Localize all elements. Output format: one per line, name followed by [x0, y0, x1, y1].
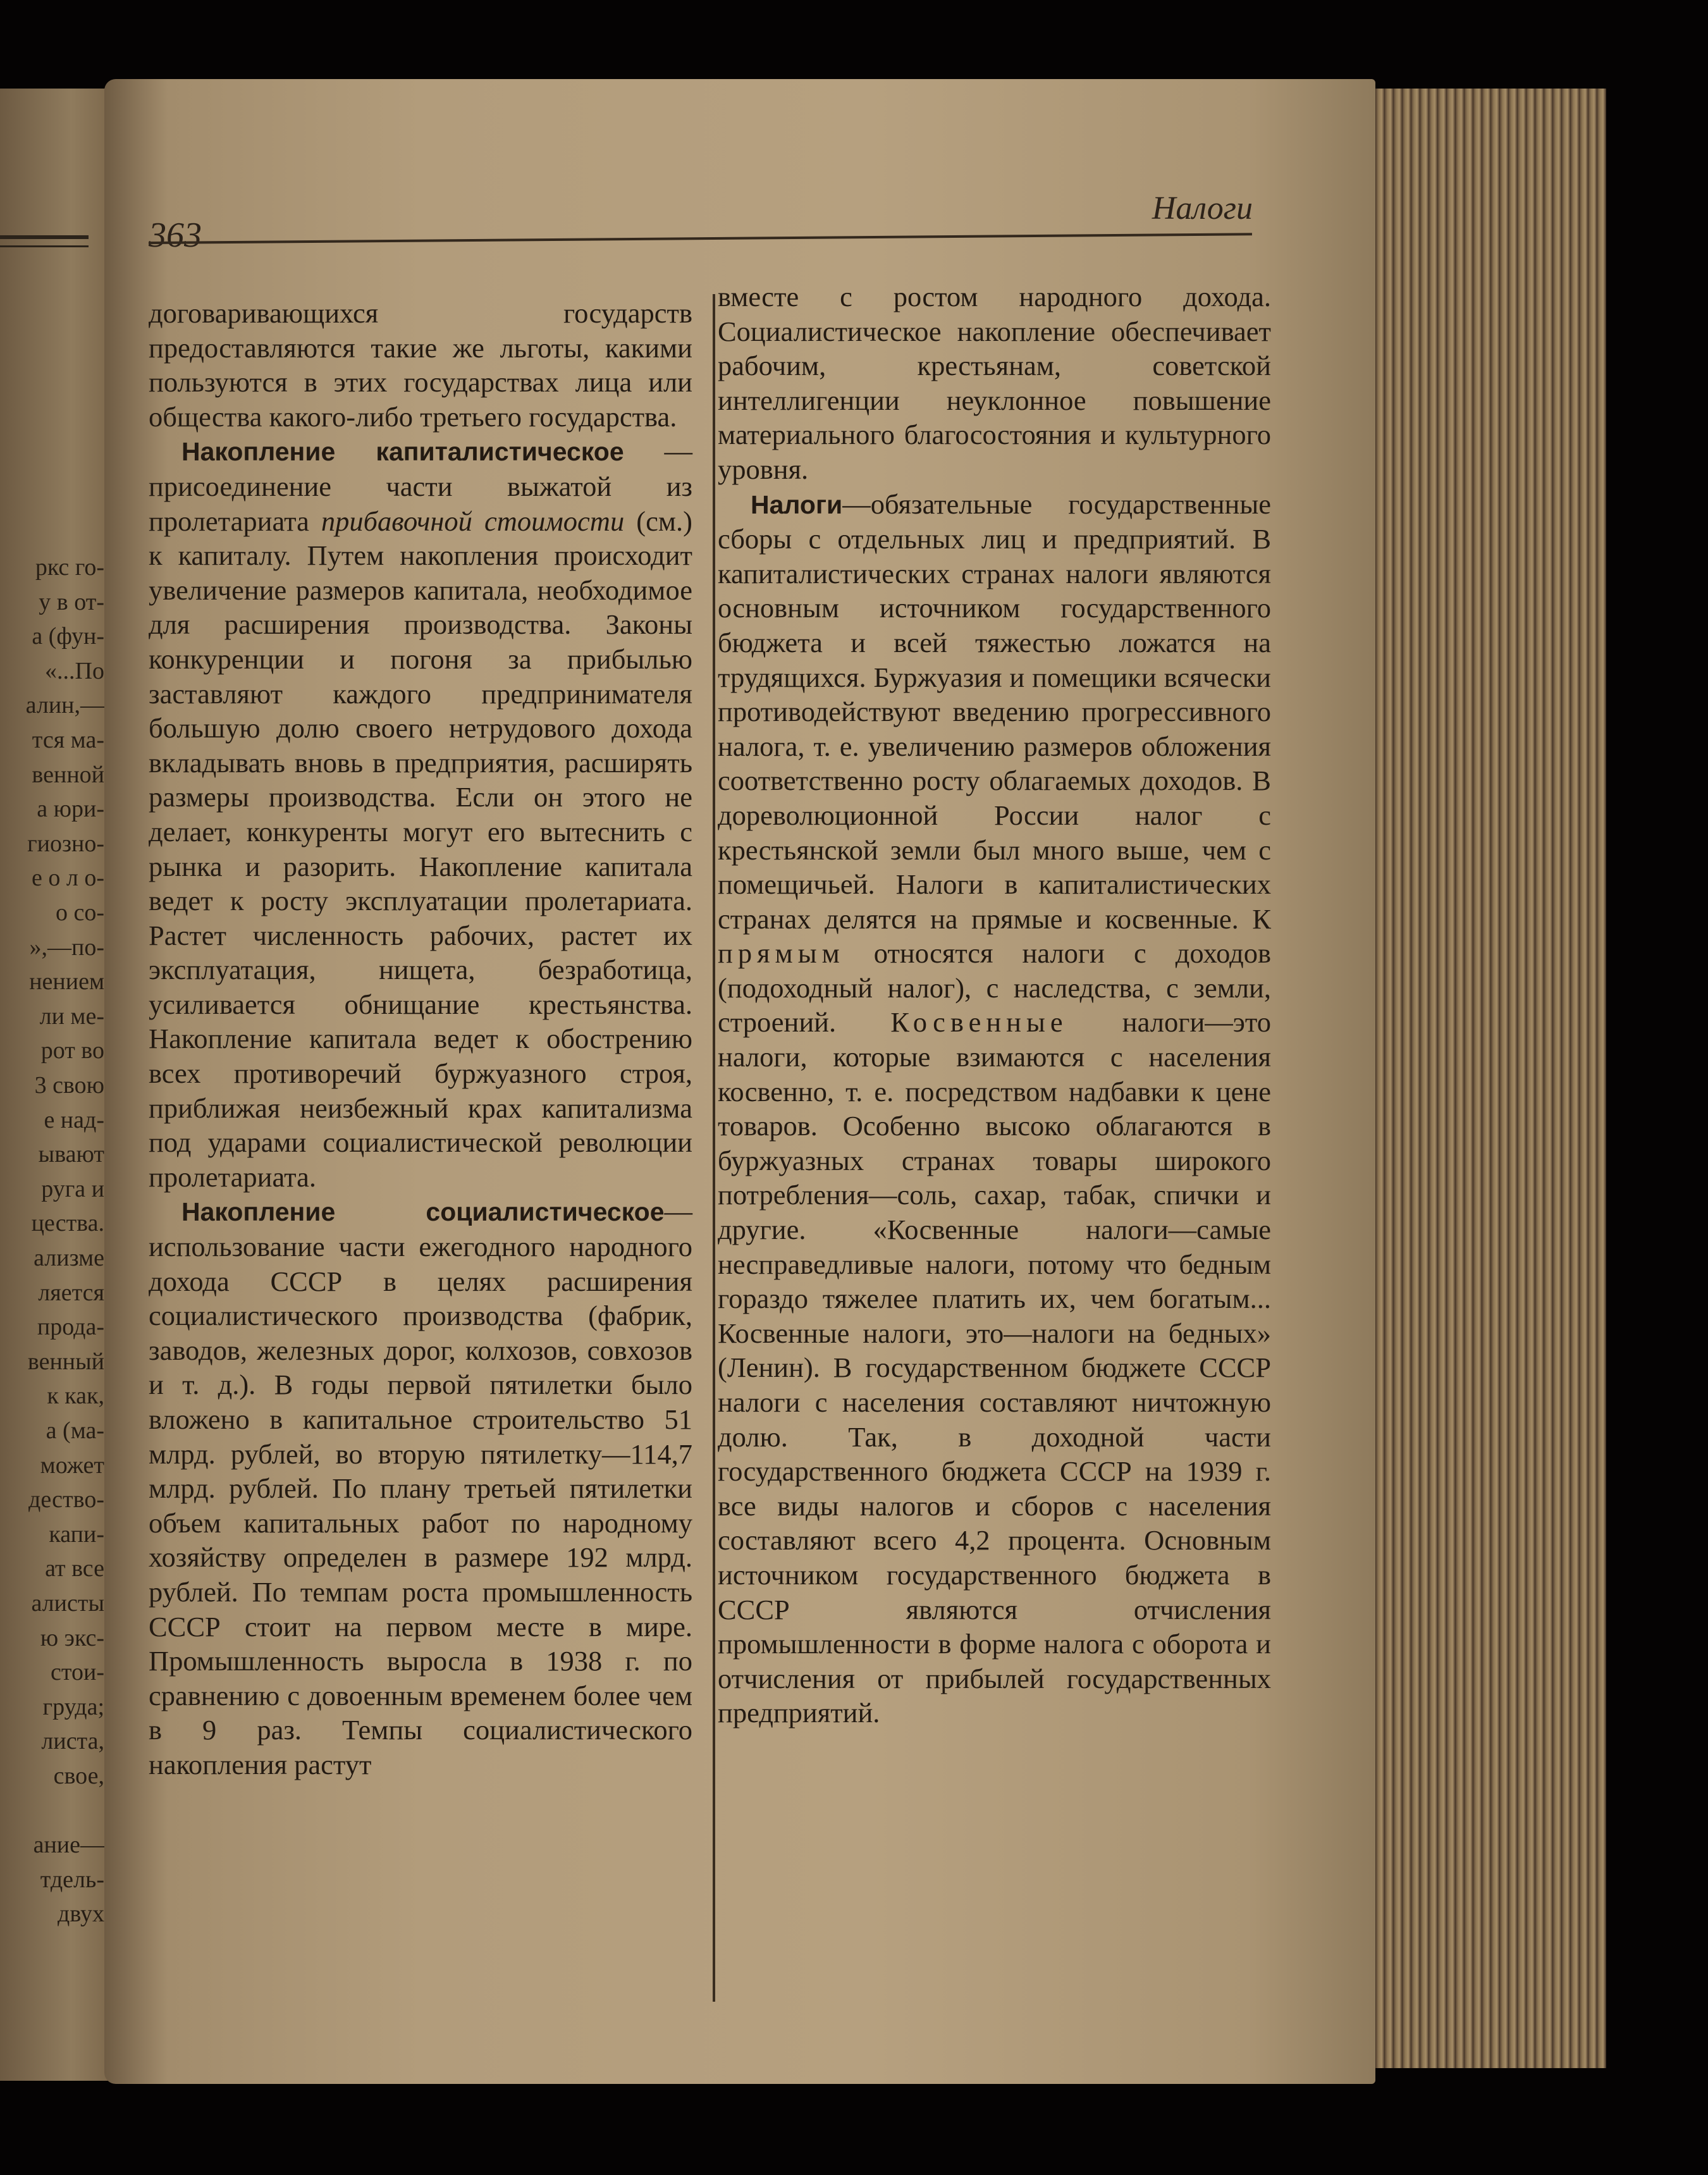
left-page-fragment: е о л о- — [32, 865, 104, 892]
left-page-fragment: двух — [58, 1901, 104, 1928]
spaced-term: прямым — [718, 937, 845, 970]
left-page-fragment: стои- — [51, 1659, 104, 1686]
left-page-fragment: к как, — [47, 1383, 104, 1410]
left-page-fragment: ляется — [38, 1279, 104, 1306]
entry-text: налоги—это налоги, которые взимаются с населения косвенно, т. е. посредством надбавки к цене товаров. Особенно высоко облагаются в буржуазных странах товары широкого потребления—соль, сахар, табак, спички и другие. «Косвенные налоги—самые несправедливые налоги, потому что бедным гораздо тяжелее платить их, чем богатым... Косвенные налоги, это—налоги на бедных» (Ленин). В государственном бюджете СССР налоги с населения составляют ничтожную долю. Так, в доходной части государственного бюджета СССР на 1939 г. все виды налогов и сборов с населения составляют всего 4,2 процента. Основным источником государственного бюджета в СССР являются отчисления промышленности в форме налога с оборота и отчисления от прибылей государственных предприятий. — [718, 1006, 1271, 1729]
left-page-fragment: ание— — [33, 1832, 104, 1859]
left-page-fragment: гиозно- — [27, 830, 104, 857]
left-page-fragment: о со- — [55, 899, 104, 926]
left-page-fragment: дество- — [28, 1486, 104, 1513]
left-page-fragment: 3 свою — [34, 1072, 104, 1099]
left-page-fragment: «...По — [45, 657, 104, 684]
left-page-fragment: »,—по- — [29, 933, 104, 961]
left-page-fragment: капи- — [49, 1520, 104, 1548]
left-page-fragment: руга и — [41, 1175, 104, 1202]
left-page-fragment: цества. — [31, 1210, 104, 1237]
left-page-fragment: алисты — [31, 1590, 104, 1617]
left-page-fragment: ли ме- — [39, 1002, 104, 1030]
left-page-fragment: тся ма- — [32, 727, 104, 753]
left-page-fragment: а (фун- — [32, 623, 104, 650]
left-page-fragment: алин,— — [25, 692, 104, 719]
entry-text: —использование части ежегодного народного дохода СССР в целях расширения социалистического производства (фабрик, заводов, железных дорог, колхозов, совхозов и т. д.). В годы первой пятилетки было вложено в капитальное строительство 51 млрд. рублей, во вторую пятилетку—114,7 млрд. рублей. По плану третьей пятилетки объем капитальных работ по народному хозяйству определен в размере 192 млрд. рублей. По темпам роста промышленность СССР стоит на первом месте в мире. Промышленность выросла в 1938 г. по сравнению с довоенным временем более чем в 9 раз. Темпы социалистического накопления растут — [149, 1195, 692, 1780]
cross-reference: прибавочной стоимости — [321, 505, 625, 537]
entry-socialist-accumulation — [149, 1194, 692, 1782]
left-page-fragment: венной — [32, 761, 104, 788]
left-page-fragment: ю экс- — [40, 1624, 104, 1651]
column-divider — [713, 294, 715, 2002]
left-page-fragment: е над- — [44, 1106, 104, 1133]
entry-text: относятся налоги с доходов (подоходный налог), с наследства, с земли, строений. — [718, 937, 1271, 1038]
left-page-fragment: ализме — [34, 1245, 104, 1271]
entry-text: — присоединение части выжатой из пролетариата — [149, 435, 692, 537]
entry-term: Налоги — [751, 490, 843, 519]
left-page-fragment: у в от- — [39, 588, 104, 615]
running-head: Налоги — [1152, 190, 1253, 226]
page-edges — [1341, 89, 1606, 2068]
left-page-fragment: ат все — [45, 1555, 104, 1582]
left-page-fragment: может — [40, 1451, 104, 1479]
left-page-fragment: прода- — [37, 1314, 104, 1341]
entry-capitalist-accumulation — [149, 434, 692, 1194]
left-page-fragment: листа, — [41, 1728, 104, 1755]
right-column — [718, 280, 1271, 1730]
entry-term: Накопление социалистическое — [181, 1197, 665, 1227]
left-page-fragment: ывают — [38, 1141, 104, 1168]
left-page-fragment: нением — [29, 968, 104, 995]
left-page-fragment: груда; — [42, 1693, 104, 1720]
left-page-fragment: венный — [27, 1348, 104, 1375]
entry-text: (см.) к капиталу. Путем накопления происходит увеличение размеров капитала, необходимое для расширения производства. Законы конкуренции и погоня за прибылью заставляют каждого предпринимателя большую долю своего нетрудового дохода вкладывать вновь в предприятия, расширять размеры производства. Если он этого не делает, конкуренты могут его вытеснить с рынка и разорить. Накопление капитала ведет к росту эксплуатации пролетариата. Растет численность рабочих, растет их эксплуатация, нищета, безработица, усиливается обнищание крестьянства. Накопление капитала ведет к обострению всех противоречий буржуазного строя, приближая неизбежный крах капитализма под ударами социалистической революции пролетариата. — [149, 505, 692, 1193]
left-page-fragment: а юри- — [37, 796, 104, 823]
left-page-rule — [0, 245, 89, 247]
left-page-fragment: ркс го- — [35, 554, 104, 581]
spaced-term: Косвенные — [890, 1006, 1068, 1038]
left-page-rule — [0, 235, 89, 239]
left-page-fragment: тдель- — [40, 1866, 104, 1893]
paragraph-continuation: вместе с ростом народного дохода. Социалистическое накопление обеспечивает рабочим, крестьянам, советской интеллигенции неуклонное повышение материального благосостояния и культурного уровня. — [718, 281, 1271, 485]
entry-term: Накопление капиталистическое — [181, 437, 624, 467]
entry-taxes — [718, 487, 1271, 1730]
entry-text: —обязательные государственные сборы с отдельных лиц и предприятий. В капиталистических странах налоги являются основным источником государственного бюджета и всей тяжестью ложатся на трудящихся. Буржуазия и помещики всячески противодействуют введению прогрессивного налога, т. е. увеличению размеров обложения соответственно росту облагаемых доходов. В дореволюционной России налог с крестьянской земли был много выше, чем с помещичьей. Налоги в капиталистических странах делятся на прямые и косвенные. К — [718, 488, 1271, 935]
left-column — [149, 296, 692, 1782]
paragraph-continuation: договаривающихся государств предоставляются такие же льготы, какими пользуются в этих государствах лица или общества какого-либо третьего государства. — [149, 297, 692, 433]
left-page-fragment: а (ма- — [46, 1417, 104, 1444]
page-number: 363 — [149, 216, 202, 255]
left-page-fragment: рот во — [40, 1037, 104, 1064]
left-page-fragment: свое, — [53, 1763, 104, 1789]
